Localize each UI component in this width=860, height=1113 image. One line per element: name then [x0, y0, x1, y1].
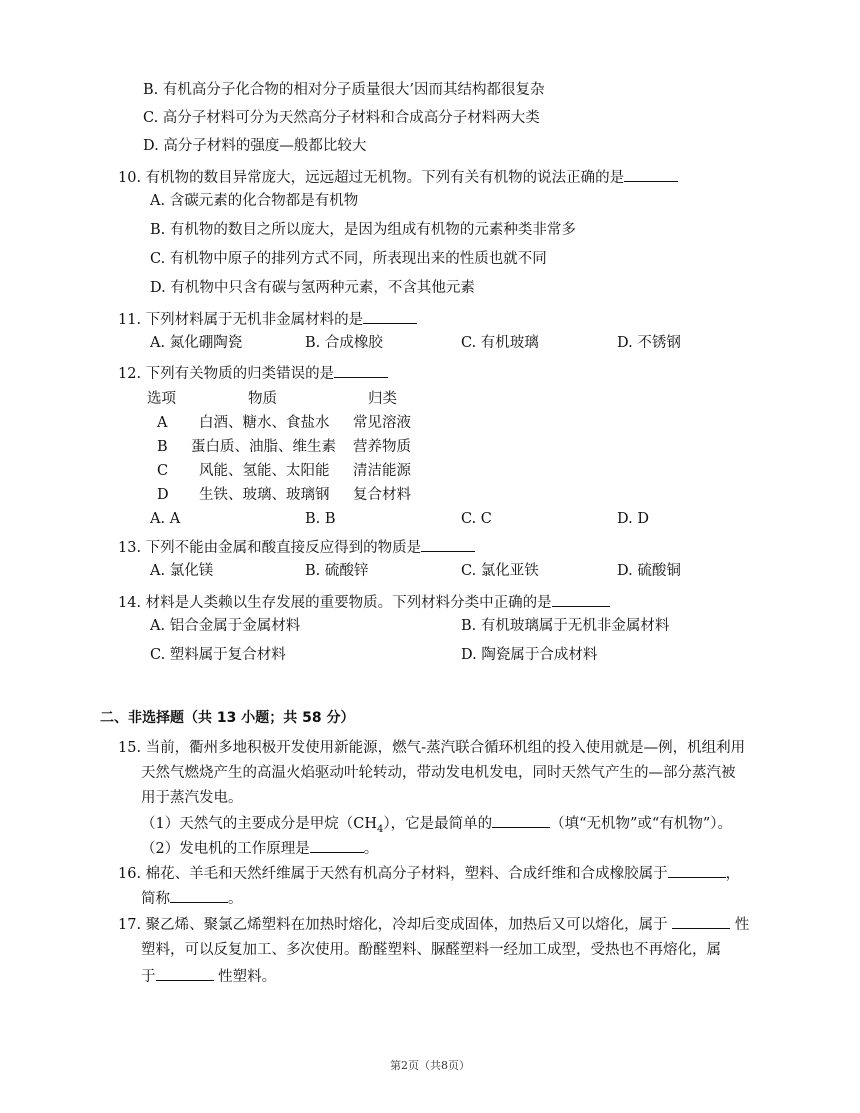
table-header-option: 选项 [147, 391, 176, 407]
q10-option-d: D. 有机物中只含有碳与氢两种元素，不含其他元素 [150, 280, 475, 296]
q17-line3: 于 性塑料。 [141, 966, 276, 987]
q13-option-a: A. 氯化镁 [150, 563, 214, 579]
q14-option-d: D. 陶瓷属于合成材料 [461, 647, 598, 663]
table-cell: A [157, 415, 168, 431]
q15-line2: 天然气燃烧产生的高温火焰驱动叶轮转动，带动发电机发电，同时天然气产生的—部分蒸汽被 [141, 765, 736, 781]
q13-option-c: C. 氯化亚铁 [461, 563, 539, 579]
q16-line1: 16. 棉花、羊毛和天然纤维属于天然有机高分子材料，塑料、合成纤维和合成橡胶属于 ， [118, 863, 740, 884]
q17-line2: 塑料，可以反复加工、多次使用。酚醛塑料、脲醛塑料一经加工成型，受热也不再熔化，属 [141, 942, 721, 958]
answer-blank [552, 592, 610, 607]
section-title: 二、非选择题（共 13 小题；共 58 分） [100, 710, 355, 726]
q9-option-b: B. 有机高分子化合物的相对分子质量很大’因而其结构都很复杂 [143, 82, 545, 98]
q11-option-b: B. 合成橡胶 [305, 335, 383, 351]
answer-blank [310, 838, 364, 853]
q14-option-b: B. 有机玻璃属于无机非金属材料 [461, 618, 670, 634]
q15-subquestion-1: （1）天然气的主要成分是甲烷$(CH_4)$，它是最简单的 （填“无机物”或“有机物”）。 [141, 813, 732, 840]
q9-option-d: D. 高分子材料的强度—般都比较大 [143, 138, 367, 154]
q11-option-c: C. 有机玻璃 [461, 335, 539, 351]
answer-blank [624, 167, 678, 182]
q12-stem: 12. 下列有关物质的归类错误的是 [118, 363, 388, 384]
q15-subquestion-2: （2）发电机的工作原理是 。 [141, 838, 378, 859]
page-number: 第2页（共8页） [390, 1059, 470, 1072]
table-cell: 营养物质 [353, 439, 411, 455]
table-cell: 复合材料 [353, 487, 411, 503]
answer-blank [492, 813, 550, 828]
table-cell: D [157, 487, 169, 503]
q10-option-b: B. 有机物的数目之所以庞大，是因为组成有机物的元素种类非常多 [150, 222, 576, 238]
q14-option-c: C. 塑料属于复合材料 [150, 647, 286, 663]
table-cell: 常见溶液 [353, 415, 411, 431]
q15-line1: 15. 当前，衢州多地积极开发使用新能源，燃气-蒸汽联合循环机组的投入使用就是—例，机组利用 [118, 740, 746, 756]
q11-option-a: A. 氮化硼陶瓷 [150, 335, 243, 351]
q9-option-c: C. 高分子材料可分为天然高分子材料和合成高分子材料两大类 [143, 110, 540, 126]
q10-option-c: C. 有机物中原子的排列方式不同，所表现出来的性质也就不同 [150, 251, 547, 267]
answer-blank [363, 309, 417, 324]
answer-blank [668, 863, 726, 878]
table-header-substance: 物质 [248, 391, 277, 407]
q11-stem: 11. 下列材料属于无机非金属材料的是 [118, 309, 417, 330]
table-cell: 清洁能源 [353, 463, 411, 479]
q12-option-b: B. B [305, 511, 336, 527]
q12-option-d: D. D [617, 511, 649, 527]
table-cell: 风能、氢能、太阳能 [199, 463, 330, 479]
q10-stem: 10. 有机物的数目异常庞大，远远超过无机物。下列有关有机物的说法正确的是 [118, 167, 678, 188]
table-cell: 生铁、玻璃、玻璃钢 [199, 487, 330, 503]
answer-blank [334, 363, 388, 378]
q10-option-a: A. 含碳元素的化合物都是有机物 [150, 193, 359, 209]
q11-option-d: D. 不锈钢 [617, 335, 681, 351]
q13-option-b: B. 硫酸锌 [305, 563, 369, 579]
answer-blank [170, 888, 228, 903]
q13-stem: 13. 下列不能由金属和酸直接反应得到的物质是 [118, 537, 475, 558]
q16-line2: 简称 。 [141, 888, 243, 909]
table-header-category: 归类 [368, 391, 397, 407]
q13-option-d: D. 硫酸铜 [617, 563, 681, 579]
table-cell: 蛋白质、油脂、维生素 [191, 439, 336, 455]
table-cell: 白酒、糖水、食盐水 [199, 415, 330, 431]
answer-blank [156, 966, 214, 981]
table-cell: B [157, 439, 168, 455]
answer-blank [672, 914, 730, 929]
q12-option-c: C. C [461, 511, 492, 527]
q12-option-a: A. A [150, 511, 181, 527]
q17-line1: 17. 聚乙烯、聚氯乙烯塑料在加热时熔化，冷却后变成固体，加热后又可以熔化，属于 性 [118, 914, 749, 935]
q14-stem: 14. 材料是人类赖以生存发展的重要物质。下列材料分类中正确的是 [118, 592, 610, 613]
table-cell: C [157, 463, 169, 479]
q15-line3: 用于蒸汽发电。 [141, 790, 243, 806]
answer-blank [421, 537, 475, 552]
q14-option-a: A. 铝合金属于金属材料 [150, 618, 301, 634]
